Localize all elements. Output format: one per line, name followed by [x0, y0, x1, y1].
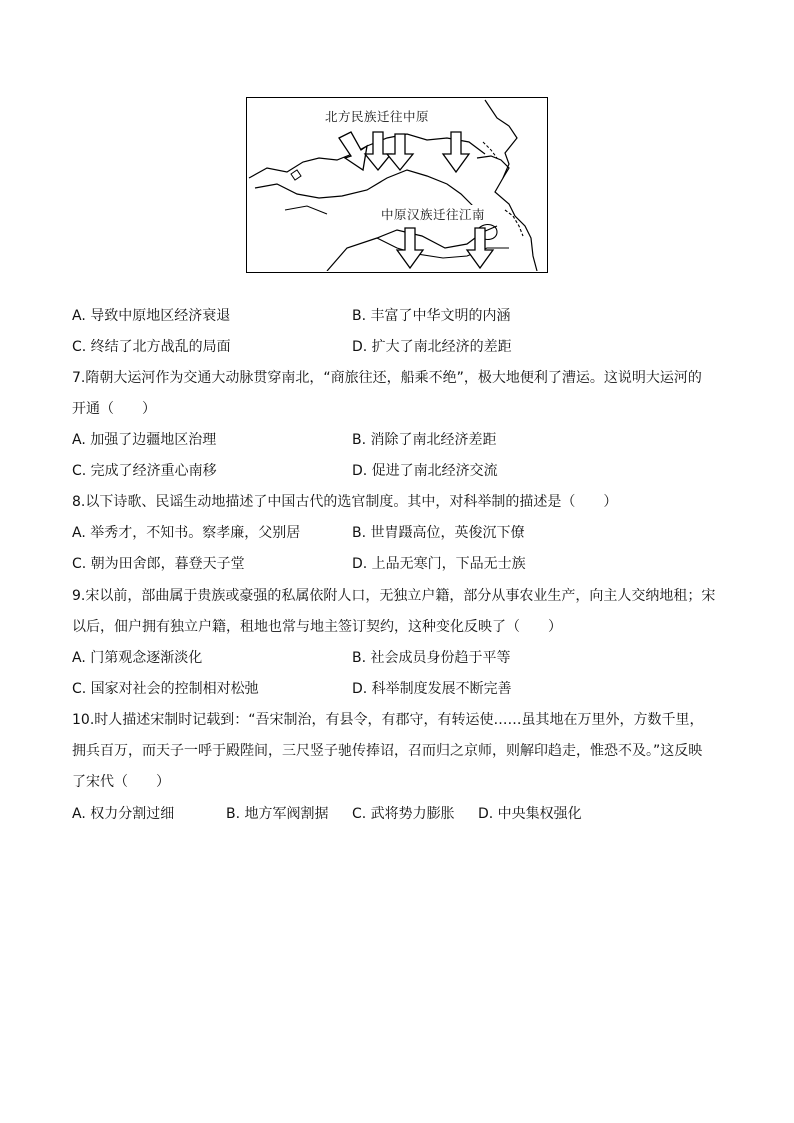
q10-option-a: A. 权力分割过细 — [72, 806, 175, 822]
q6-option-b: B. 丰富了中华文明的内涵 — [352, 308, 511, 324]
q10-option-b: B. 地方军阀割据 — [226, 806, 329, 822]
q9-option-d: D. 科举制度发展不断完善 — [352, 681, 512, 697]
map-label-north: 北方民族迁往中原 — [325, 109, 430, 124]
q8-option-d: D. 上品无寒门，下品无士族 — [352, 556, 526, 572]
migration-map — [246, 97, 548, 273]
small-island — [291, 170, 301, 180]
q10-stem-line-2: 拥兵百万，而天子一呼于殿陛间，三尺竖子驰传捧诏，召而归之京师，则解印趋走，惟恐不及。”这反映 — [72, 743, 703, 759]
q9-option-b: B. 社会成员身份趋于平等 — [352, 650, 511, 666]
q9-stem-line-1: 9.宋以前，部曲属于贵族或豪强的私属依附人口，无独立户籍，部分从事农业生产，向主人交纳地租；宋 — [72, 588, 716, 604]
q7-stem-line-2: 开通（ ） — [72, 401, 156, 417]
q7-option-b: B. 消除了南北经济差距 — [352, 432, 497, 448]
q7-stem-line-1: 7.隋朝大运河作为交通大动脉贯穿南北，“商旅往还，船乘不绝”，极大地便利了漕运。这说明大运河的 — [72, 370, 702, 386]
map-label-south: 中原汉族迁往江南 — [381, 207, 486, 222]
arrow-north-3 — [387, 134, 413, 170]
q9-option-a: A. 门第观念逐渐淡化 — [72, 650, 203, 666]
q9-option-c: C. 国家对社会的控制相对松弛 — [72, 681, 259, 697]
q6-option-d: D. 扩大了南北经济的差距 — [352, 339, 512, 355]
q10-option-c: C. 武将势力膨胀 — [352, 806, 455, 822]
coastline — [485, 100, 537, 271]
q10-stem-line-3: 了宋代（ ） — [72, 774, 170, 790]
mid-border — [255, 170, 473, 206]
q6-option-c: C. 终结了北方战乱的局面 — [72, 339, 231, 355]
q7-option-a: A. 加强了边疆地区治理 — [72, 432, 217, 448]
q9-stem-line-2: 以后，佃户拥有独立户籍，租地也常与地主签订契约，这种变化反映了（ ） — [72, 619, 562, 635]
q8-option-b: B. 世胄蹑高位，英俊沉下僚 — [352, 525, 525, 541]
q10-stem-line-1: 10.时人描述宋制时记载到：“吾宋制治，有县令，有郡守，有转运使……虽其地在万里外，方数千里， — [72, 712, 704, 728]
north-border — [367, 134, 485, 154]
west-river — [285, 206, 327, 214]
q10-option-d: D. 中央集权强化 — [478, 806, 582, 822]
q8-stem-line-1: 8.以下诗歌、民谣生动地描述了中国古代的选官制度。其中，对科举制的描述是（ ） — [72, 494, 618, 510]
arrow-north-1 — [339, 132, 367, 170]
arrow-south-1 — [397, 228, 423, 268]
q8-option-a: A. 举秀才，不知书。察孝廉，父别居 — [72, 525, 301, 541]
q7-option-c: C. 完成了经济重心南移 — [72, 463, 217, 479]
q6-option-a: A. 导致中原地区经济衰退 — [72, 308, 231, 324]
q8-option-c: C. 朝为田舍郎，暮登天子堂 — [72, 556, 245, 572]
q7-option-d: D. 促进了南北经济交流 — [352, 463, 498, 479]
